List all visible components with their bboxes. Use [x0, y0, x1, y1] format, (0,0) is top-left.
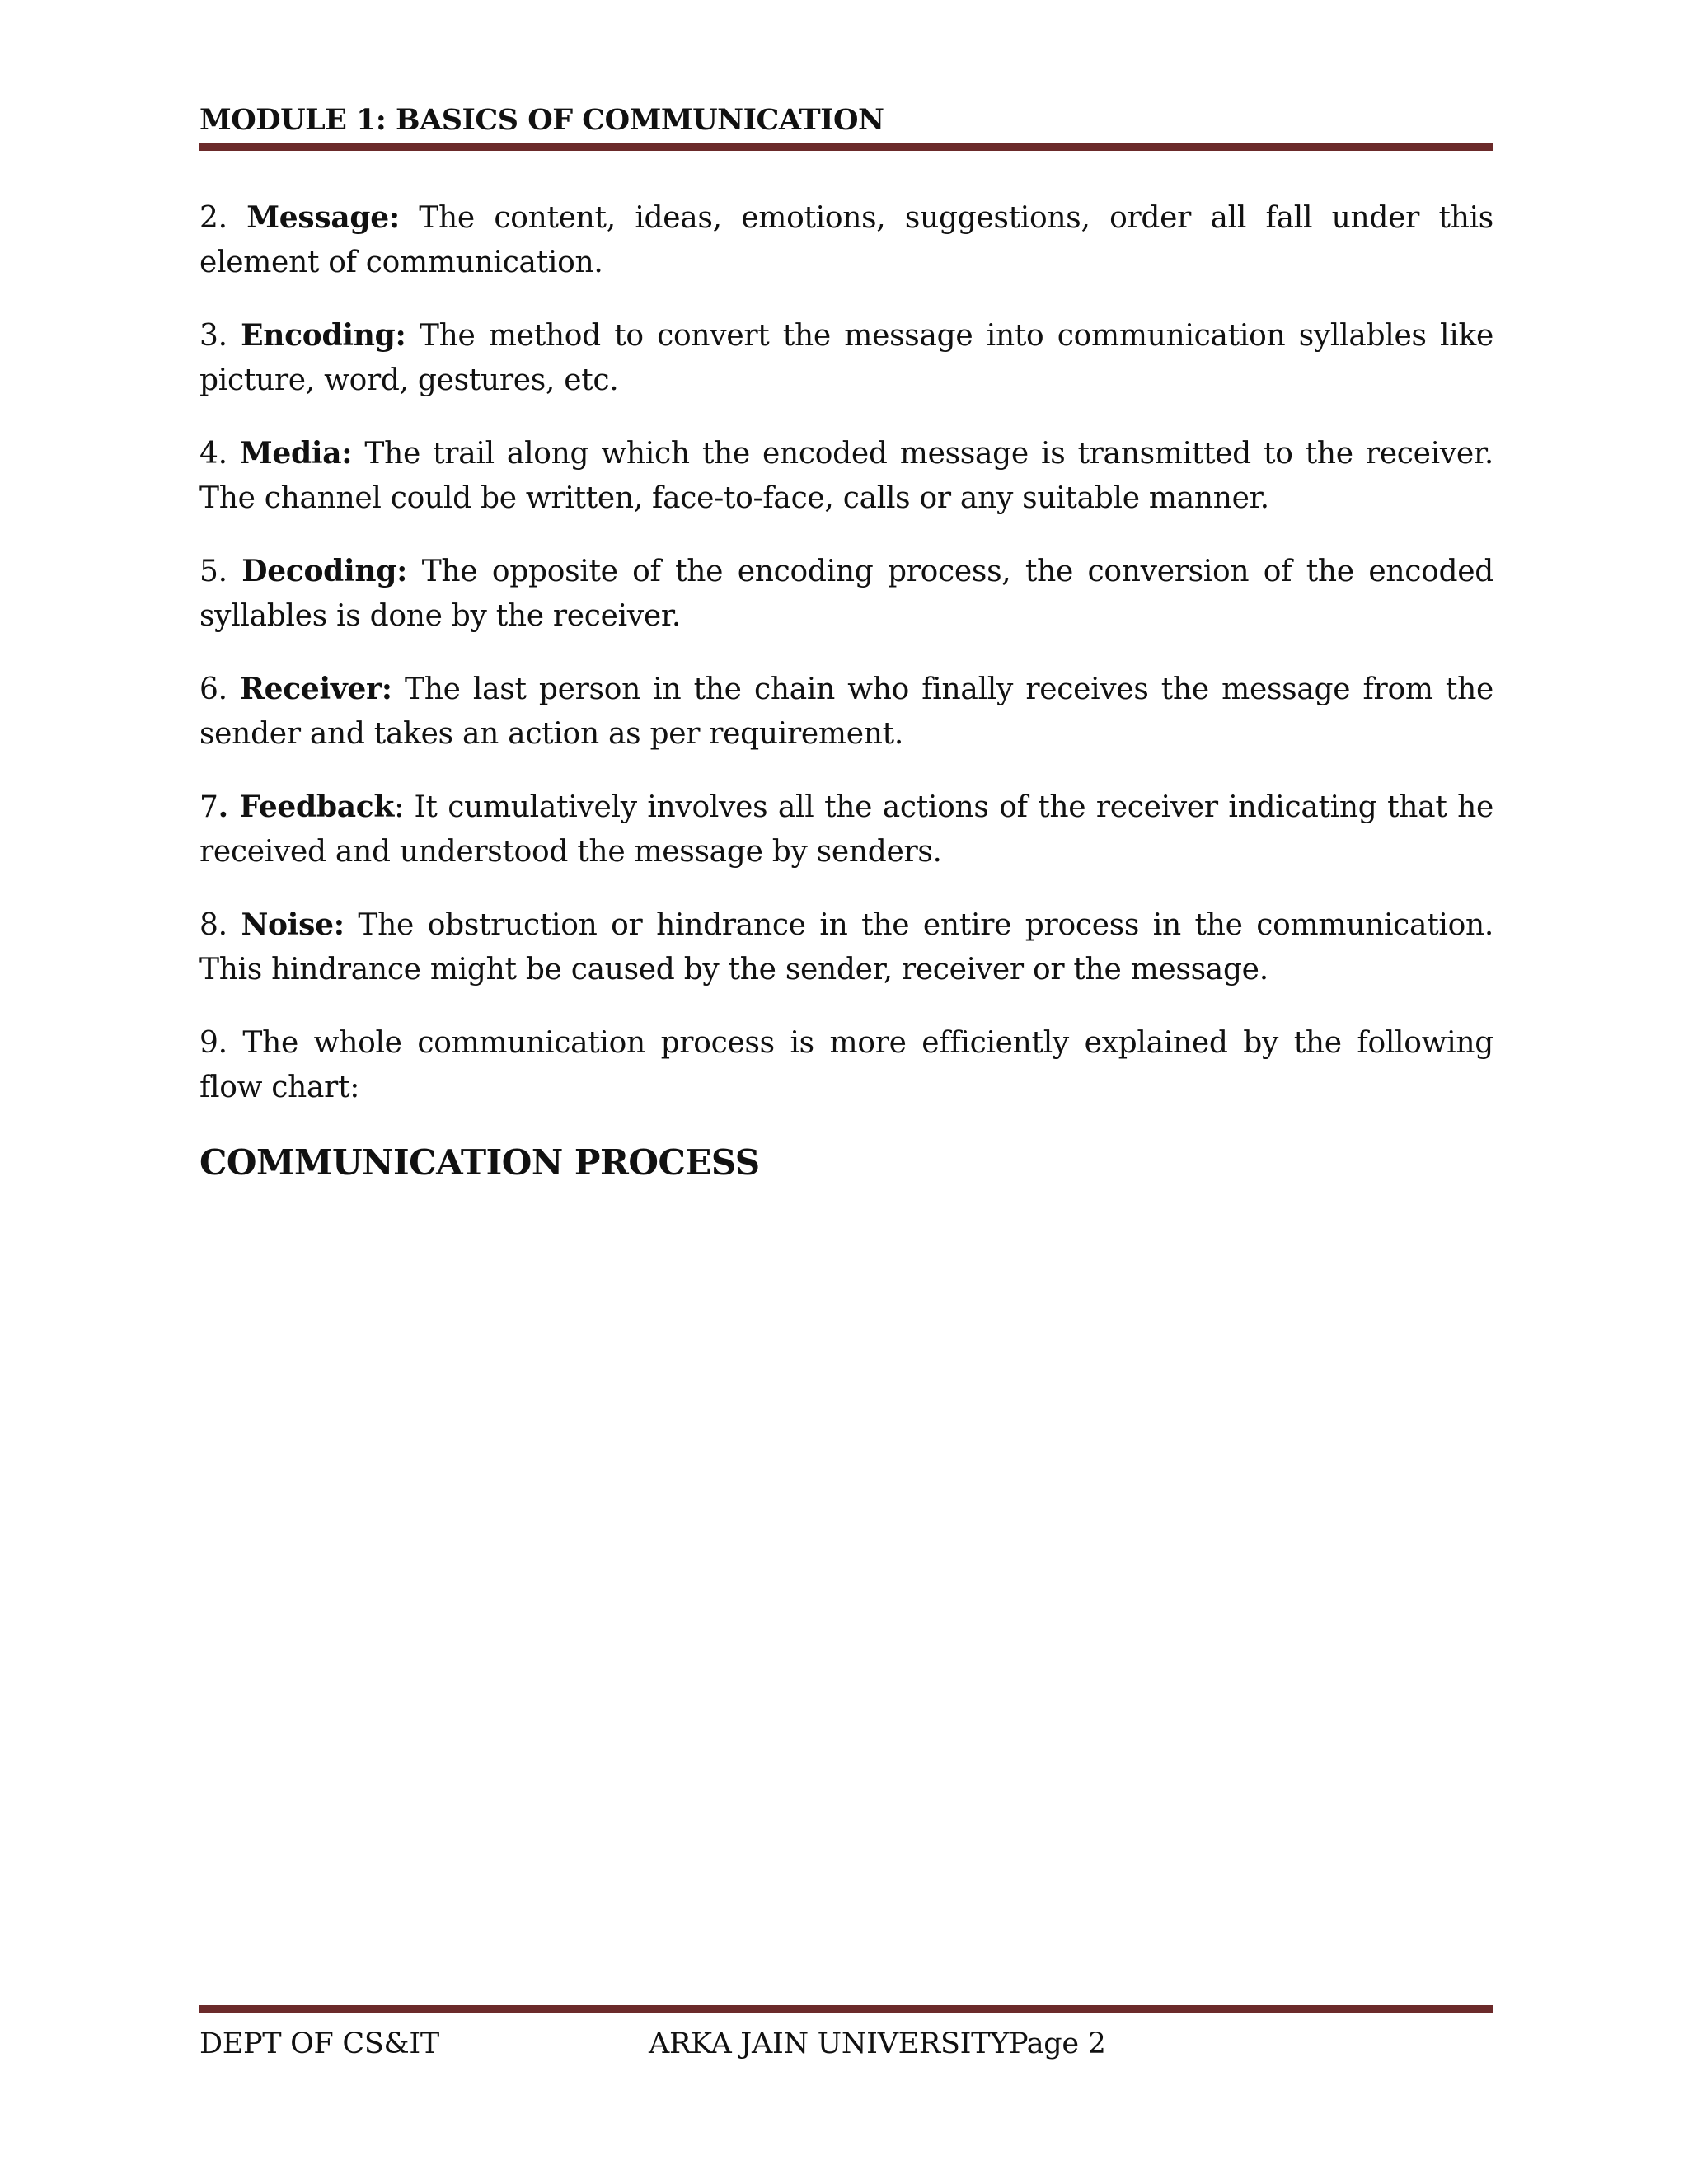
- item-number: 2.: [199, 201, 247, 235]
- list-item-flow-chart: [199, 1020, 1493, 1110]
- list-item-decoding: [199, 549, 1493, 639]
- item-term: Decoding:: [241, 554, 408, 588]
- item-number: 6.: [199, 673, 241, 706]
- page-body: [199, 195, 1493, 1188]
- module-title: MODULE 1: BASICS OF COMMUNICATION: [199, 103, 884, 137]
- item-term: Receiver:: [240, 672, 392, 706]
- item-text: The content, ideas, emotions, suggestions, order all fall under this element of communication.: [199, 201, 1493, 279]
- item-number: 5.: [199, 555, 242, 588]
- item-number: 8.: [199, 908, 241, 942]
- list-item-encoding: [199, 313, 1493, 403]
- item-number: 9.: [199, 1026, 243, 1060]
- item-term: Noise:: [241, 907, 345, 942]
- item-text: The whole communication process is more efficiently explained by the following flow chart:: [199, 1026, 1493, 1104]
- footer-department: DEPT OF CS&IT: [199, 2027, 439, 2060]
- section-heading: COMMUNICATION PROCESS: [199, 1142, 760, 1183]
- item-text: The trail along which the encoded message is transmitted to the receiver. The channel could be written, face-to-face, calls or any suitable manner.: [199, 437, 1493, 515]
- footer-row: [199, 2019, 1493, 2069]
- item-text: The opposite of the encoding process, the conversion of the encoded syllables is done by the receiver.: [199, 555, 1493, 633]
- footer-rule: [199, 2005, 1493, 2013]
- list-item-noise: [199, 902, 1493, 992]
- item-term: Message:: [246, 200, 400, 235]
- item-text: The method to convert the message into communication syllables like picture, word, gestures, etc.: [199, 319, 1493, 397]
- list-item-feedback: [199, 785, 1493, 874]
- list-item-media: [199, 431, 1493, 521]
- item-number: 4.: [199, 437, 240, 471]
- item-text: The obstruction or hindrance in the entire process in the communication. This hindrance might be caused by the sender, receiver or the message.: [199, 908, 1493, 987]
- list-item-message: [199, 195, 1493, 285]
- item-term: Media:: [239, 436, 353, 471]
- page-footer: [199, 2005, 1493, 2069]
- item-text: : It cumulatively involves all the actions of the receiver indicating that he received and understood the message by senders.: [199, 790, 1493, 869]
- item-number: 3.: [199, 319, 241, 353]
- item-term: . Feedback: [218, 790, 395, 824]
- list-item-receiver: [199, 667, 1493, 757]
- page-header: [199, 97, 1493, 151]
- footer-university-page: ARKA JAIN UNIVERSITYPage 2: [649, 2027, 1106, 2060]
- item-text: The last person in the chain who finally receives the message from the sender and takes an action as per requirement.: [199, 673, 1493, 751]
- header-rule: [199, 143, 1493, 151]
- item-term: Encoding:: [241, 318, 406, 353]
- item-number: 7: [199, 790, 218, 824]
